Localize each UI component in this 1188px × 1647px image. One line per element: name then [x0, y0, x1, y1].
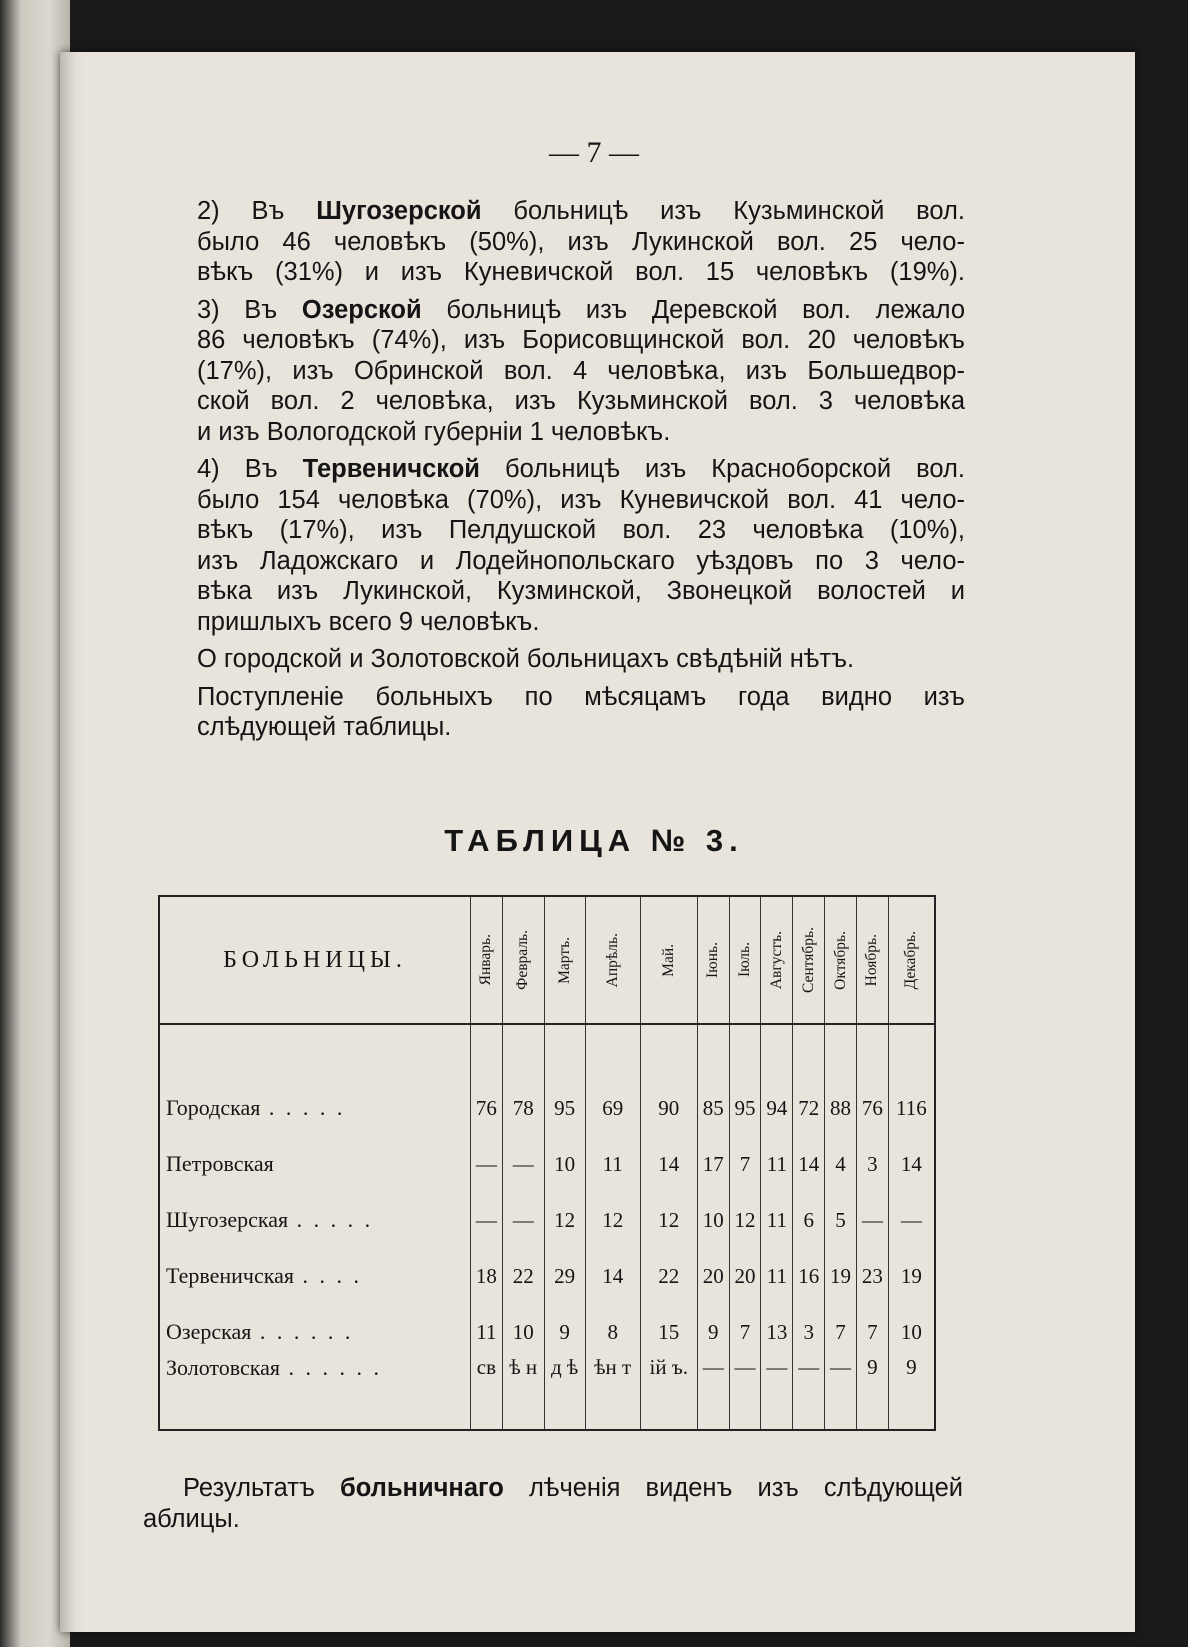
table-cell: 20: [729, 1237, 761, 1293]
table-cell: —: [761, 1349, 793, 1430]
text-line: вѣкъ (17%), изъ Пелдушской вол. 23 человѣка (10%),: [197, 516, 965, 544]
month-header: Май.: [640, 896, 697, 1024]
table-cell: д ѣ: [544, 1349, 585, 1430]
table-cell: 10: [888, 1293, 935, 1349]
table-cell: 8: [585, 1293, 640, 1349]
text-line: и изъ Вологодской губерніи 1 человѣкъ.: [197, 417, 671, 446]
text-line: 2) Въ Шугозерской больницѣ изъ Кузьминской вол.: [197, 197, 965, 225]
table-cell: 14: [585, 1237, 640, 1293]
text-line: Результатъ больничнаго лѣченія виденъ изъ слѣдующей: [183, 1474, 963, 1502]
hospital-name: Шугозерская . . . . .: [159, 1181, 471, 1237]
hospitals-header: БОЛЬНИЦЫ.: [159, 896, 471, 1024]
table-cell: 19: [825, 1237, 857, 1293]
table-cell: св: [471, 1349, 503, 1430]
table-cell: 11: [761, 1237, 793, 1293]
month-header: Іюнь.: [697, 896, 729, 1024]
table-cell: 3: [793, 1293, 825, 1349]
table-cell: 16: [793, 1237, 825, 1293]
table-cell: 19: [888, 1237, 935, 1293]
table-cell: 12: [585, 1181, 640, 1237]
table-cell: 12: [729, 1181, 761, 1237]
text-line: вѣкъ (31%) и изъ Куневичской вол. 15 человѣкъ (19%).: [197, 258, 965, 286]
text-line: аблицы.: [143, 1505, 240, 1533]
table-cell: 90: [640, 1024, 697, 1125]
table-row: [159, 1349, 935, 1430]
table-cell: 94: [761, 1024, 793, 1125]
table-cell: —: [502, 1181, 544, 1237]
table-cell: 23: [856, 1237, 888, 1293]
table-cell: 10: [502, 1293, 544, 1349]
month-header: Августъ.: [761, 896, 793, 1024]
table-cell: —: [697, 1349, 729, 1430]
hospital-name: Озерская . . . . . .: [159, 1293, 471, 1349]
table-cell: —: [729, 1349, 761, 1430]
table-cell: 4: [825, 1125, 857, 1181]
table-cell: 11: [761, 1125, 793, 1181]
table-cell: 7: [729, 1293, 761, 1349]
table-cell: 11: [585, 1125, 640, 1181]
table-cell: 76: [471, 1024, 503, 1125]
text-line: 3) Въ Озерской больницѣ изъ Деревской вол. лежало: [197, 295, 965, 324]
month-header: Февраль.: [502, 896, 544, 1024]
table-cell: 9: [544, 1293, 585, 1349]
table-cell: 12: [640, 1181, 697, 1237]
text-line: ской вол. 2 человѣка, изъ Кузьминской вол. 3 человѣка: [197, 387, 965, 415]
text-line: О городской и Золотовской больницахъ свѣдѣній нѣтъ.: [197, 645, 855, 673]
table-title: ТАБЛИЦА № 3.: [444, 823, 744, 858]
text-line: изъ Ладожскаго и Лодейнопольскаго уѣздовъ по 3 чело-: [197, 546, 965, 575]
table-cell: 95: [729, 1024, 761, 1125]
hospital-name: Золотовская . . . . . .: [159, 1349, 471, 1430]
table-row: [159, 1237, 935, 1293]
table-cell: 14: [888, 1125, 935, 1181]
month-header: Ноябрь.: [856, 896, 888, 1024]
table-row: [159, 1125, 935, 1181]
hospital-name: Городская . . . . .: [159, 1024, 471, 1125]
table-cell: 6: [793, 1181, 825, 1237]
hospital-name: Тервеничская . . . .: [159, 1237, 471, 1293]
table-row: [159, 1181, 935, 1237]
table-cell: 10: [544, 1125, 585, 1181]
month-header: Сентябрь.: [793, 896, 825, 1024]
table-cell: 95: [544, 1024, 585, 1125]
text-line: Поступленіе больныхъ по мѣсяцамъ года видно изъ: [197, 682, 965, 711]
text-line: слѣдующей таблицы.: [197, 713, 452, 741]
table-cell: 69: [585, 1024, 640, 1125]
table-cell: —: [502, 1125, 544, 1181]
table-cell: —: [471, 1181, 503, 1237]
table-cell: 18: [471, 1237, 503, 1293]
table-cell: 17: [697, 1125, 729, 1181]
text-line: 86 человѣкъ (74%), изъ Борисовщинской вол. 20 человѣкъ: [197, 326, 965, 354]
table-row: [159, 1024, 935, 1125]
hospital-name: Петровская: [159, 1125, 471, 1181]
table-cell: 7: [825, 1293, 857, 1349]
paragraph-ozero: [147, 295, 965, 448]
table-cell: 9: [856, 1349, 888, 1430]
table-cell: 85: [697, 1024, 729, 1125]
paragraph-no-data: [147, 644, 965, 675]
body-text: [147, 196, 965, 750]
table-cell: 15: [640, 1293, 697, 1349]
admissions-table: [158, 895, 936, 1431]
table-cell: 12: [544, 1181, 585, 1237]
table-header-row: [159, 896, 935, 1024]
table-cell: 78: [502, 1024, 544, 1125]
table-cell: 72: [793, 1024, 825, 1125]
month-header: Декабрь.: [888, 896, 935, 1024]
paragraph-terveniche: [147, 454, 965, 637]
table-cell: 88: [825, 1024, 857, 1125]
table-cell: 14: [640, 1125, 697, 1181]
text-line: (17%), изъ Обринской вол. 4 человѣка, изъ Большедвор-: [197, 356, 965, 385]
month-header: Январь.: [471, 896, 503, 1024]
table-cell: 9: [697, 1293, 729, 1349]
table-cell: 5: [825, 1181, 857, 1237]
table-cell: 3: [856, 1125, 888, 1181]
footer-text: [143, 1473, 963, 1535]
table-cell: 11: [471, 1293, 503, 1349]
table-cell: ѣн т: [585, 1349, 640, 1430]
table-cell: 116: [888, 1024, 935, 1125]
table-cell: —: [888, 1181, 935, 1237]
paragraph-shugozero: [147, 196, 965, 288]
table-cell: 7: [856, 1293, 888, 1349]
table-cell: 29: [544, 1237, 585, 1293]
table-cell: 22: [502, 1237, 544, 1293]
month-header: Октябрь.: [825, 896, 857, 1024]
table-cell: 9: [888, 1349, 935, 1430]
text-line: вѣка изъ Лукинской, Кузминской, Звонецкой волостей и: [197, 577, 965, 605]
table-cell: —: [856, 1181, 888, 1237]
month-header: Апрѣль.: [585, 896, 640, 1024]
text-line: пришлыхъ всего 9 человѣкъ.: [197, 607, 540, 636]
text-line: было 46 человѣкъ (50%), изъ Лукинской вол. 25 чело-: [197, 227, 965, 256]
table-cell: —: [825, 1349, 857, 1430]
table-cell: 76: [856, 1024, 888, 1125]
table-cell: 22: [640, 1237, 697, 1293]
table-cell: 13: [761, 1293, 793, 1349]
table-cell: ѣ н: [502, 1349, 544, 1430]
paragraph-intro-table: [147, 682, 965, 743]
table-cell: 14: [793, 1125, 825, 1181]
table-cell: ій ъ.: [640, 1349, 697, 1430]
text-line: было 154 человѣка (70%), изъ Куневичской вол. 41 чело-: [197, 485, 965, 514]
table-cell: 10: [697, 1181, 729, 1237]
table-row: [159, 1293, 935, 1349]
table-cell: 7: [729, 1125, 761, 1181]
page-number: — 7 —: [549, 136, 639, 169]
table-cell: —: [471, 1125, 503, 1181]
table-cell: 11: [761, 1181, 793, 1237]
month-header: Мартъ.: [544, 896, 585, 1024]
table-cell: —: [793, 1349, 825, 1430]
month-header: Іюль.: [729, 896, 761, 1024]
table-cell: 20: [697, 1237, 729, 1293]
text-line: 4) Въ Тервеничской больницѣ изъ Красноборской вол.: [197, 455, 965, 483]
